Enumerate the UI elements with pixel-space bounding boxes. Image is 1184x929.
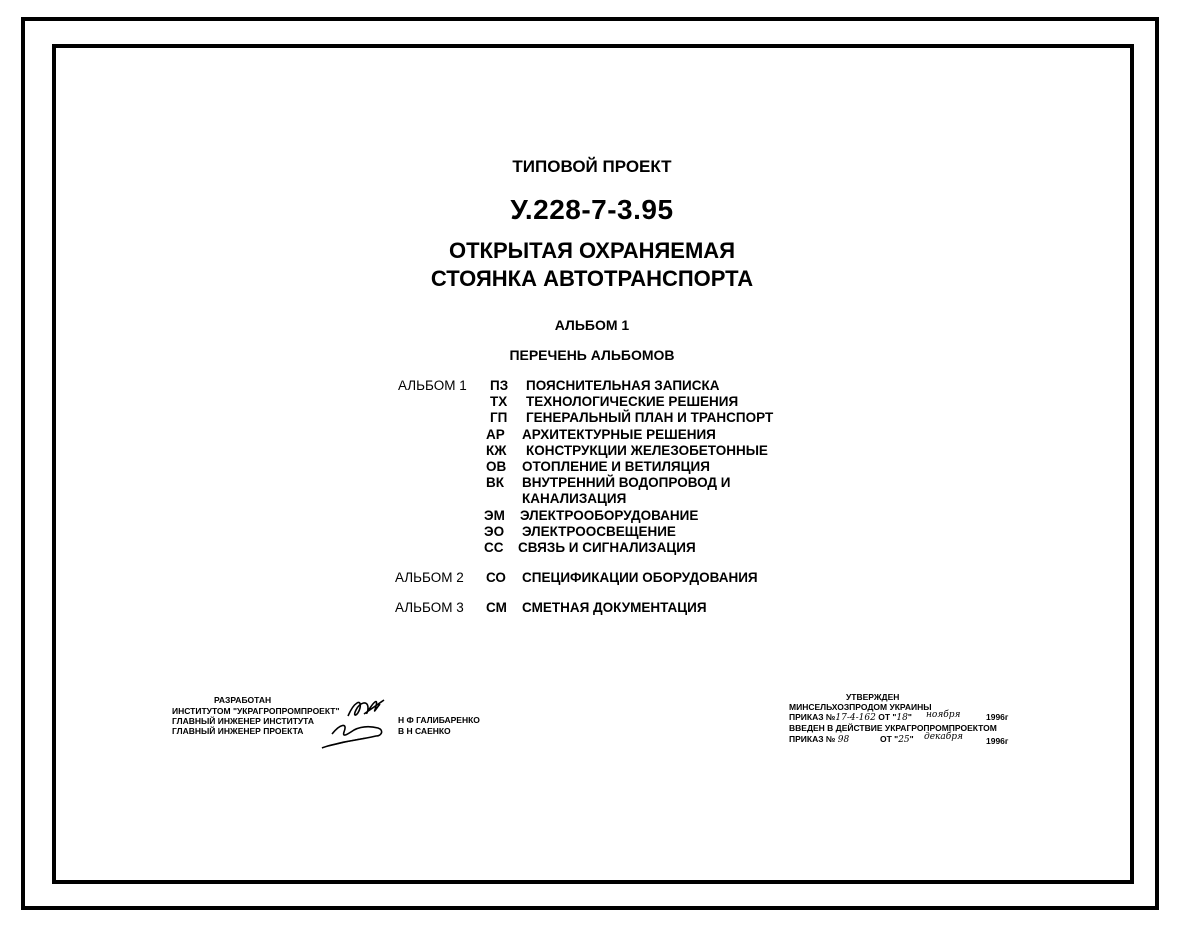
- album3-code: СМ: [486, 600, 507, 615]
- list-item-text: КАНАЛИЗАЦИЯ: [522, 491, 627, 506]
- project-type-label: ТИПОВОЙ ПРОЕКТ: [512, 157, 672, 176]
- signatory-name-1: Н Ф ГАЛИБАРЕНКО: [398, 715, 480, 725]
- list-item-code: КЖ: [486, 443, 507, 458]
- album2-text: СПЕЦИФИКАЦИИ ОБОРУДОВАНИЯ: [522, 570, 758, 585]
- list-item-code: ОВ: [486, 459, 507, 474]
- title-line-1: ОТКРЫТАЯ ОХРАНЯЕМАЯ: [448, 238, 736, 263]
- list-item-text: СВЯЗЬ И СИГНАЛИЗАЦИЯ: [518, 540, 696, 555]
- chief-engineer-project: ГЛАВНЫЙ ИНЖЕНЕР ПРОЕКТА: [172, 726, 304, 736]
- signature-icon: [318, 694, 398, 754]
- order2-date: [880, 734, 914, 746]
- list-item-text: ЭЛЕКТРООБОРУДОВАНИЕ: [520, 508, 699, 523]
- list-item-code: ВК: [486, 475, 504, 490]
- order1-from: ОТ ": [878, 712, 897, 722]
- album-list-heading: ПЕРЕЧЕНЬ АЛЬБОМОВ: [509, 347, 675, 363]
- signatory-name-2: В Н САЕНКО: [398, 726, 451, 736]
- list-item-text: ВНУТРЕННИЙ ВОДОПРОВОД И: [522, 475, 731, 490]
- list-item-text: ПОЯСНИТЕЛЬНАЯ ЗАПИСКА: [526, 378, 720, 393]
- approved-ministry: МИНСЕЛЬХОЗПРОДОМ УКРАИНЫ: [789, 702, 932, 712]
- list-item-text: АРХИТЕКТУРНЫЕ РЕШЕНИЯ: [522, 427, 716, 442]
- order1-number: 17-4-162: [835, 713, 876, 723]
- order1-prefix: ПРИКАЗ №: [789, 712, 836, 722]
- order2-day: 25: [898, 735, 910, 745]
- approved-heading: УТВЕРЖДЕН: [846, 692, 900, 702]
- album2-code: СО: [486, 570, 506, 585]
- developed-heading: РАЗРАБОТАН: [214, 695, 272, 705]
- order1-quote: ": [907, 712, 912, 722]
- list-item-text: ГЕНЕРАЛЬНЫЙ ПЛАН И ТРАНСПОРТ: [526, 410, 774, 425]
- list-item-code: СС: [484, 540, 504, 555]
- album-label: АЛЬБОМ 1: [554, 317, 630, 333]
- list-item-code: АР: [486, 427, 505, 442]
- order1-day: 18: [896, 713, 908, 723]
- list-item-code: ГП: [490, 410, 508, 425]
- album3-label: АЛЬБОМ 3: [395, 600, 464, 615]
- order2-month: декабря: [924, 732, 963, 742]
- list-item-code: ПЗ: [490, 378, 509, 393]
- list-item-text: ЭЛЕКТРООСВЕЩЕНИЕ: [522, 524, 676, 539]
- list-item-code: ЭМ: [484, 508, 505, 523]
- order2-year: 1996г: [986, 736, 1009, 746]
- project-code: У.228-7-3.95: [510, 194, 674, 225]
- list-item-code: ТХ: [490, 394, 508, 409]
- order2-prefix: ПРИКАЗ №: [789, 734, 836, 744]
- order2-quote: ": [909, 734, 914, 744]
- order1-month: ноября: [926, 710, 961, 720]
- list-item-text: ТЕХНОЛОГИЧЕСКИЕ РЕШЕНИЯ: [526, 394, 739, 409]
- order2-number: 98: [837, 735, 850, 745]
- album2-label: АЛЬБОМ 2: [395, 570, 464, 585]
- order2-line: [789, 734, 849, 746]
- list-item-text: ОТОПЛЕНИЕ И ВЕТИЛЯЦИЯ: [522, 459, 710, 474]
- chief-engineer-institute: ГЛАВНЫЙ ИНЖЕНЕР ИНСТИТУТА: [172, 716, 314, 726]
- list-item-code: ЭО: [484, 524, 505, 539]
- album1-label: АЛЬБОМ 1: [398, 378, 467, 393]
- developed-institute: ИНСТИТУТОМ "УКРАГРОПРОМПРОЕКТ": [172, 706, 340, 716]
- title-line-2: СТОЯНКА АВТОТРАНСПОРТА: [430, 266, 754, 291]
- album3-text: СМЕТНАЯ ДОКУМЕНТАЦИЯ: [522, 600, 707, 615]
- enacted-line: ВВЕДЕН В ДЕЙСТВИЕ УКРАГРОПРОМПРОЕКТОМ: [789, 723, 997, 733]
- order2-from: ОТ ": [880, 734, 899, 744]
- order1-year: 1996г: [986, 712, 1009, 722]
- list-item-text: КОНСТРУКЦИИ ЖЕЛЕЗОБЕТОННЫЕ: [526, 443, 768, 458]
